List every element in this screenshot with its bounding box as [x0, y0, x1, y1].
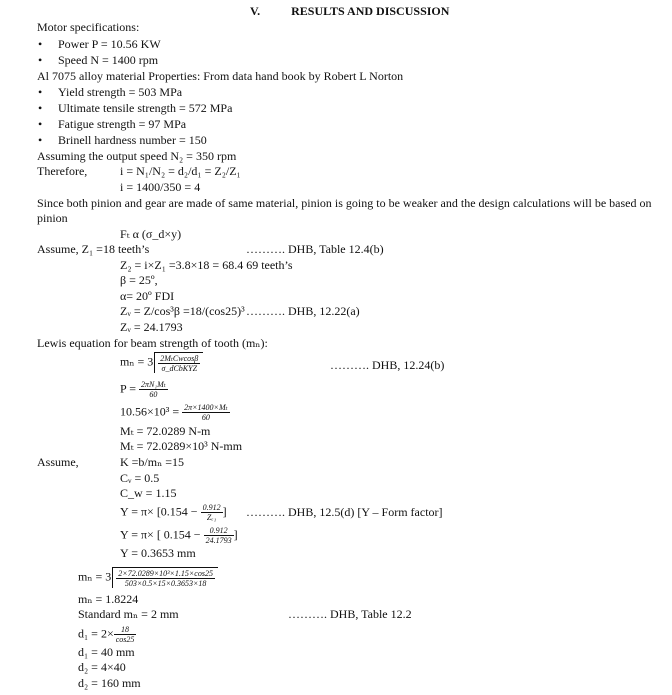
paragraph-line-2: pinion	[37, 211, 68, 225]
ref-table-12-4b: ………. DHB, Table 12.4(b)	[246, 242, 384, 256]
d2-calc: d₂ = 4×40	[78, 660, 126, 674]
p-denominator: 60	[149, 390, 158, 399]
ref-12-5d: ………. DHB, 12.5(d) [Y – Form factor]	[246, 505, 443, 519]
cw-value: C_w = 1.15	[120, 486, 177, 500]
y-substituted	[120, 526, 238, 545]
p-equation	[120, 380, 168, 399]
ref-12-22a: ………. DHB, 12.22(a)	[246, 304, 360, 318]
force-relation: Fₜ α (σ_d×y)	[120, 227, 182, 241]
alpha-value: α= 20º FDI	[120, 289, 175, 303]
cv-value: Cᵥ = 0.5	[120, 471, 160, 485]
mt-value-nm: Mₜ = 72.0289 N-m	[120, 424, 211, 438]
ref-12-24b: ………. DHB, 12.24(b)	[330, 358, 445, 372]
y-formula-close: ]	[222, 504, 227, 519]
material-fatigue: • Fatigue strength = 97 MPa	[58, 117, 186, 132]
y-sub-close: ]	[233, 527, 238, 542]
mn-radical	[154, 352, 203, 373]
d1-denominator: cos25	[115, 635, 135, 644]
motor-spec-speed: • Speed N = 1400 rpm	[58, 53, 158, 68]
motor-spec-power: • Power P = 10.56 KW	[58, 37, 161, 52]
power-lhs: 10.56×10³ =	[120, 404, 180, 419]
ratio-value: i = 1400/350 = 4	[120, 180, 201, 194]
section-number: V.	[250, 4, 261, 18]
material-yield: • Yield strength = 503 MPa	[58, 85, 182, 100]
material-title: Al 7075 alloy material Properties: From data hand book by Robert L Norton	[37, 69, 404, 83]
d1-lhs: d₁ = 2×	[78, 626, 114, 641]
section-title: RESULTS AND DISCUSSION	[291, 4, 450, 18]
mn-equation	[120, 352, 203, 373]
zv-calc: Zᵥ = Z/cos³β =18/(cos25)³	[120, 304, 245, 318]
zv-value: Zᵥ = 24.1793	[120, 320, 183, 334]
d1-equation	[78, 625, 136, 644]
y-value: Y = 0.3653 mm	[120, 546, 196, 560]
mn-substituted	[78, 567, 218, 588]
assume-label: Assume,	[37, 455, 79, 469]
p-numerator: 2πN₁Mₜ	[141, 380, 166, 389]
y-formula-denominator: Zₑ₁	[206, 513, 217, 522]
standard-mn: Standard mₙ = 2 mm	[78, 607, 179, 621]
power-equation	[120, 403, 230, 422]
mt-value-nmm: Mₜ = 72.0289×10³ N-mm	[120, 439, 243, 453]
mn-lhs: mₙ = 3	[120, 354, 154, 369]
ref-table-12-2: ………. DHB, Table 12.2	[288, 607, 412, 621]
p-lhs: P =	[120, 381, 136, 396]
assume-z1: Assume, Z₁ =18 teeth’s	[37, 242, 150, 256]
power-numerator: 2π×1400×Mₜ	[184, 403, 228, 412]
mn2-lhs: mₙ = 3	[78, 569, 112, 584]
mn-value: mₙ = 1.8224	[78, 592, 139, 606]
ratio-formula: i = N₁/N₂ = d₂/d₁ = Z₂/Z₁	[120, 164, 241, 178]
power-denominator: 60	[201, 413, 210, 422]
d2-value: d₂ = 160 mm	[78, 676, 141, 690]
mn2-radical	[112, 567, 218, 588]
mn-numerator: 2MₜCwcosβ	[160, 354, 199, 363]
k-value: K =b/mₙ =15	[120, 455, 185, 469]
d1-numerator: 18	[114, 625, 137, 635]
material-uts: • Ultimate tensile strength = 572 MPa	[58, 101, 232, 116]
d1-value: d₁ = 40 mm	[78, 645, 135, 659]
beta-value: β = 25º,	[120, 273, 158, 287]
z2-calc: Z₂ = i×Z₁ =3.8×18 = 68.4 69 teeth’s	[120, 258, 293, 272]
y-sub-numerator: 0.912	[204, 526, 234, 536]
mn2-denominator: 503×0.5×15×0.3653×18	[124, 579, 207, 588]
y-formula-numerator: 0.912	[202, 503, 221, 512]
y-sub-left: Y = π× [ 0.154 −	[120, 527, 201, 542]
material-bhn: • Brinell hardness number = 150	[58, 133, 207, 148]
section-heading	[250, 4, 449, 19]
paragraph-line-1: Since both pinion and gear are made of same material, pinion is going to be weaker and the design calculations will be based on	[37, 196, 652, 210]
lewis-title: Lewis equation for beam strength of tooth (mₙ):	[37, 336, 268, 350]
therefore-label: Therefore,	[37, 164, 88, 178]
mn-denominator: σ_dCbKYZ	[161, 364, 198, 373]
assume-output-speed: Assuming the output speed N₂ = 350 rpm	[37, 149, 237, 163]
y-sub-denominator: 24.1793	[205, 536, 232, 545]
y-formula-left: Y = π× [0.154 −	[120, 504, 198, 519]
motor-spec-title: Motor specifications:	[37, 20, 140, 34]
y-formula	[120, 503, 227, 522]
mn2-numerator: 2×72.0289×10³×1.15×cos25	[118, 569, 213, 578]
